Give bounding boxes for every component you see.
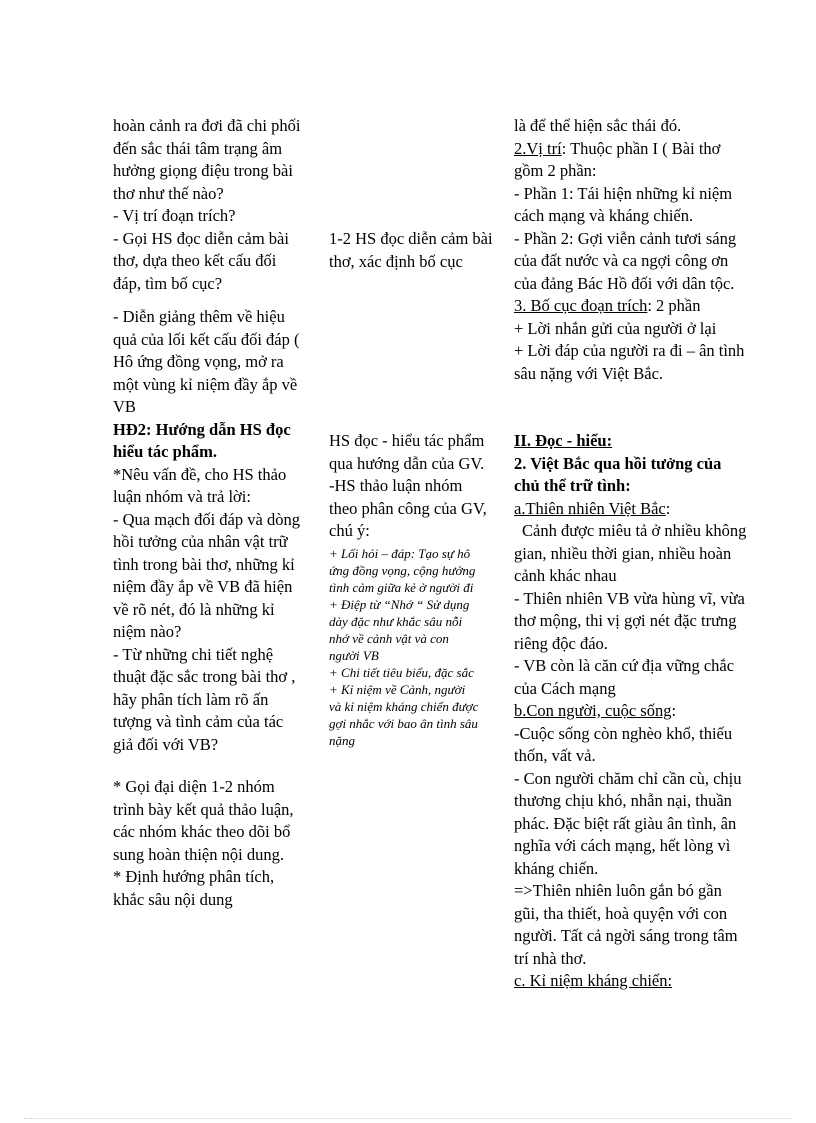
text-line: của đảng Bác Hồ đối với dân tộc. (514, 273, 735, 293)
note-line: + Điệp từ “Nhớ “ Sử dụng (329, 597, 470, 612)
structure-text: : 2 phần (647, 296, 701, 315)
text-line: hoàn cảnh ra đơi đã chi phối (113, 116, 301, 135)
colon: : (671, 701, 677, 720)
text-line: phác. Đặc biệt rất giàu ân tình, ân (514, 813, 737, 833)
text-line: về rõ nét, đó là những kỉ (113, 599, 275, 619)
text-line: cách mạng và kháng chiến. (514, 206, 694, 225)
text-line: đáp, tìm bố cục? (113, 273, 223, 293)
text-line: gũi, tha thiết, hoà quyện với con (514, 903, 728, 923)
position-text: : Thuộc phần I ( Bài thơ (561, 138, 721, 158)
text-line: là để thể hiện sắc thái đó. (514, 116, 682, 135)
colon: : (665, 498, 671, 518)
section-heading: II. Đọc - hiểu: (514, 431, 613, 450)
note-line: dày đặc như khắc sâu nỗi (329, 614, 463, 629)
position-question: - Vị trí đoạn trích? (113, 206, 236, 225)
text-line: * Gọi đại diện 1-2 nhóm (113, 777, 275, 796)
page-bottom-divider (24, 1118, 792, 1119)
activity-heading: HĐ2: Hướng dẫn HS đọc (113, 419, 291, 439)
text-line: niệm nào? (113, 622, 182, 641)
text-line: thốn, vất vả. (514, 746, 596, 765)
text-line: trình bày kết quả thảo luận, (113, 799, 294, 819)
text-line: cảnh khác nhau (514, 566, 617, 585)
text-line: chú ý: (329, 521, 370, 540)
text-line: -HS thảo luận nhóm (329, 476, 463, 495)
structure-line (514, 295, 784, 318)
subsection-heading: chủ thể trữ tình: (514, 476, 631, 495)
text-line: các nhóm khác theo dõi bổ (113, 822, 291, 841)
text-line: thuật đặc sắc trong bài thơ , (113, 667, 296, 686)
student-activity-column (329, 228, 515, 273)
text-line: hãy phân tích làm rõ ấn (113, 689, 269, 709)
text-line: niệm đầy ắp về VB đã hiện (113, 577, 293, 596)
text-line: thương chịu khó, nhẫn nại, thuần (514, 791, 732, 810)
text-line: giả đối với VB? (113, 734, 219, 754)
text-line: hưởng giọng điệu trong bài (113, 161, 293, 180)
subsection-a-label: a.Thiên nhiên Việt Bắc (514, 498, 666, 518)
text-line: theo phân công của GV, (329, 498, 487, 518)
note-line: + Chi tiết tiêu biểu, đặc sắc (329, 665, 474, 680)
note-line: nhớ về cảnh vật và con (329, 631, 449, 646)
text-line: - Diễn giảng thêm về hiệu (113, 307, 285, 326)
subsection-b (514, 700, 784, 723)
text-line: quả của lối kết cấu đối đáp ( (113, 329, 300, 349)
text-line: đến sắc thái tâm trạng âm (113, 138, 283, 158)
position-line (514, 138, 784, 161)
reading-section (514, 430, 784, 993)
text-line: tình trong bài thơ, những kỉ (113, 554, 295, 574)
text-line: VB (113, 397, 136, 416)
note-line: ứng đồng vọng, cộng hưởng (329, 563, 476, 578)
text-line: Cảnh được miêu tả ở nhiều không (522, 521, 747, 540)
text-line: tượng và tình cảm của tác (113, 712, 284, 731)
text-line: sâu nặng với Việt Bắc. (514, 363, 664, 383)
position-label: 2.Vị trí (514, 138, 562, 158)
text-line: nghĩa với cách mạng, hết lòng vì (514, 836, 731, 855)
structure-label: 3. Bố cục đoạn trích (514, 296, 648, 315)
italic-notes (329, 545, 515, 749)
text-line: Hô ứng đồng vọng, mở ra (113, 352, 284, 371)
text-line: của Cách mạng (514, 678, 616, 698)
text-line: gian, nhiều thời gian, nhiều hoàn (514, 543, 732, 563)
text-line: của đất nước và ca ngợi công ơn (514, 251, 729, 270)
text-line: * Định hướng phân tích, (113, 867, 275, 886)
text-line: =>Thiên nhiên luôn gắn bó gần (514, 881, 722, 900)
text-line: -Cuộc sống còn nghèo khổ, thiếu (514, 723, 733, 743)
text-line: + Lời nhắn gửi của người ở lại (514, 318, 717, 338)
text-line: HS đọc - hiểu tác phẩm (329, 431, 485, 450)
text-line: + Lời đáp của người ra đi – ân tình (514, 341, 745, 360)
text-line: thơ, dựa theo kết cấu đối (113, 251, 277, 270)
student-activity-block (329, 430, 515, 543)
note-line: gợi nhắc với bao ân tình sâu (329, 716, 478, 731)
text-line: 1-2 HS đọc diễn cảm bài (329, 229, 493, 248)
text-line: trí nhà thơ. (514, 948, 587, 968)
text-line: - VB còn là căn cứ địa vững chắc (514, 656, 735, 675)
text-line: - Phần 2: Gợi viễn cảnh tươi sáng (514, 228, 737, 248)
text-line: thơ, xác định bố cục (329, 251, 463, 271)
text-line: riêng độc đáo. (514, 633, 608, 653)
text-line: - Phần 1: Tái hiện những kỉ niệm (514, 183, 733, 203)
text-line: thơ như thế nào? (113, 183, 224, 203)
note-line: tình cảm giữa kẻ ở người đi (329, 580, 474, 595)
subsection-heading: 2. Việt Bắc qua hồi tưởng của (514, 453, 722, 473)
text-line: *Nêu vấn đề, cho HS thảo (113, 464, 287, 484)
note-line: và kỉ niệm kháng chiến được (329, 699, 479, 714)
subsection-c-heading: c. Kỉ niệm kháng chiến: (514, 971, 673, 990)
text-line: - Từ những chi tiết nghệ (113, 644, 274, 664)
text-line: một vùng kỉ niệm đầy ắp về (113, 374, 298, 394)
text-line: sung hoàn thiện nội dung. (113, 844, 284, 864)
note-line: + Kỉ niệm về Cảnh, người (329, 682, 466, 697)
text-line: kháng chiến. (514, 858, 599, 878)
teacher-activity-column (113, 115, 328, 911)
note-line: nặng (329, 733, 355, 748)
text-line: hồi tưởng của nhân vật trữ (113, 532, 288, 551)
text-line: - Qua mạch đối đáp và dòng (113, 509, 300, 529)
lesson-content-column (514, 115, 784, 385)
subsection-b-label: b.Con người, cuộc sống (514, 701, 672, 720)
subsection-a (514, 498, 784, 521)
text-line: - Gọi HS đọc diễn cảm bài (113, 228, 289, 248)
note-line: + Lối hỏi – đáp: Tạo sự hô (329, 546, 471, 561)
note-line: người VB (329, 648, 379, 663)
text-line: gồm 2 phần: (514, 161, 597, 180)
text-line: qua hướng dẫn của GV. (329, 453, 485, 473)
text-line: người. Tất cả ngời sáng trong tâm (514, 926, 738, 945)
text-line: thơ mộng, thi vị gợi nét đặc trưng (514, 611, 737, 630)
text-line: - Thiên nhiên VB vừa hùng vĩ, vừa (514, 588, 745, 608)
text-line: luận nhóm và trả lời: (113, 487, 251, 506)
text-line: khắc sâu nội dung (113, 889, 233, 909)
activity-heading: hiểu tác phẩm. (113, 442, 218, 461)
text-line: - Con người chăm chỉ cần cù, chịu (514, 768, 742, 788)
